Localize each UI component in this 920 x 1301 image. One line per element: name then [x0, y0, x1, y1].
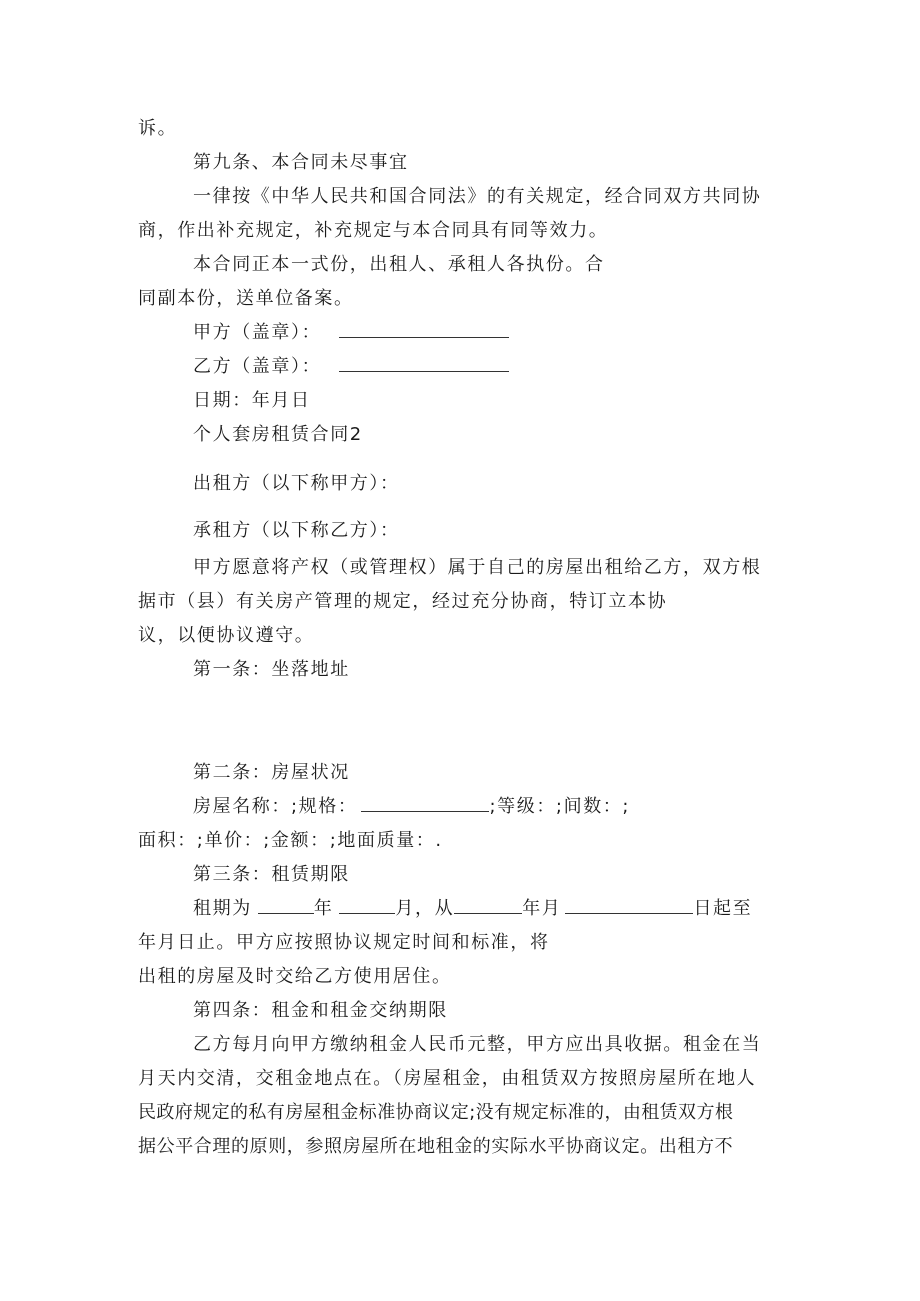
text-line: 民政府规定的私有房屋租金标准协商议定;没有规定标准的，由租赁双方根 — [138, 1102, 734, 1123]
party-a-seal-line — [193, 322, 509, 344]
text-line: 出租的房屋及时交给乙方使用居住。 — [138, 966, 452, 987]
text-line: 同副本份，送单位备案。 — [138, 288, 354, 309]
text-line: 甲方愿意将产权（或管理权）属于自己的房屋出租给乙方，双方根 — [193, 557, 762, 578]
party-b-seal-blank — [339, 357, 509, 372]
text-line: 议，以便协议遵守。 — [138, 625, 315, 646]
spec-blank — [361, 797, 489, 812]
start-year-blank — [454, 899, 522, 914]
house-name-label: 房屋名称：;规格： — [193, 796, 358, 817]
months-blank — [339, 899, 395, 914]
house-grade-label: ;等级：;间数：; — [489, 796, 631, 817]
text-line: 据市（县）有关房产管理的规定，经过充分协商，特订立本协 — [138, 591, 668, 612]
years-blank — [258, 899, 314, 914]
party-b-seal-line — [193, 356, 509, 378]
text-line: 月天内交清，交租金地点在。（房屋租金，由租赁双方按照房屋所在地人 — [138, 1068, 757, 1089]
text-line: 据公平合理的原则，参照房屋所在地租金的实际水平协商议定。出租方不 — [138, 1136, 734, 1157]
party-a-seal-label: 甲方（盖章）： — [193, 322, 322, 343]
year-month-label: 年月 — [522, 898, 562, 919]
clause-heading: 第三条：租赁期限 — [193, 864, 350, 885]
clause-heading: 第九条、本合同未尽事宜 — [193, 152, 409, 173]
start-day-blank — [565, 899, 693, 914]
clause-heading: 第二条：房屋状况 — [193, 762, 350, 783]
text-line: 诉。 — [138, 118, 178, 139]
text-line: 一律按《中华人民共和国合同法》的有关规定，经合同双方共同协 — [193, 186, 762, 207]
party-b-seal-label: 乙方（盖章）： — [193, 356, 322, 377]
clause-heading: 第一条：坐落地址 — [193, 659, 350, 680]
day-to-label: 日起至 — [693, 898, 753, 919]
text-line: 乙方每月向甲方缴纳租金人民币元整，甲方应出具收据。租金在当 — [193, 1034, 762, 1055]
from-label: 月，从 — [395, 898, 455, 919]
clause-heading: 第四条：租金和租金交纳期限 — [193, 1000, 448, 1021]
text-line: 本合同正本一式份，出租人、承租人各执份。合 — [193, 254, 605, 275]
party-a-seal-blank — [339, 323, 509, 338]
date-line: 日期：年月日 — [193, 390, 311, 411]
text-line: 面积：;单价：;金额：;地面质量：. — [138, 830, 443, 851]
lessor-line: 出租方（以下称甲方）： — [193, 473, 400, 494]
lease-term-prefix: 租期为 — [193, 898, 252, 919]
house-info-line — [193, 796, 630, 818]
text-line: 商，作出补充规定，补充规定与本合同具有同等效力。 — [138, 220, 609, 241]
contract-title: 个人套房租赁合同2 — [193, 424, 363, 445]
year-label: 年 — [313, 898, 334, 919]
lease-term-line — [193, 898, 752, 920]
lessee-line: 承租方（以下称乙方）： — [193, 520, 400, 541]
text-line: 年月日止。甲方应按照协议规定时间和标准，将 — [138, 932, 550, 953]
